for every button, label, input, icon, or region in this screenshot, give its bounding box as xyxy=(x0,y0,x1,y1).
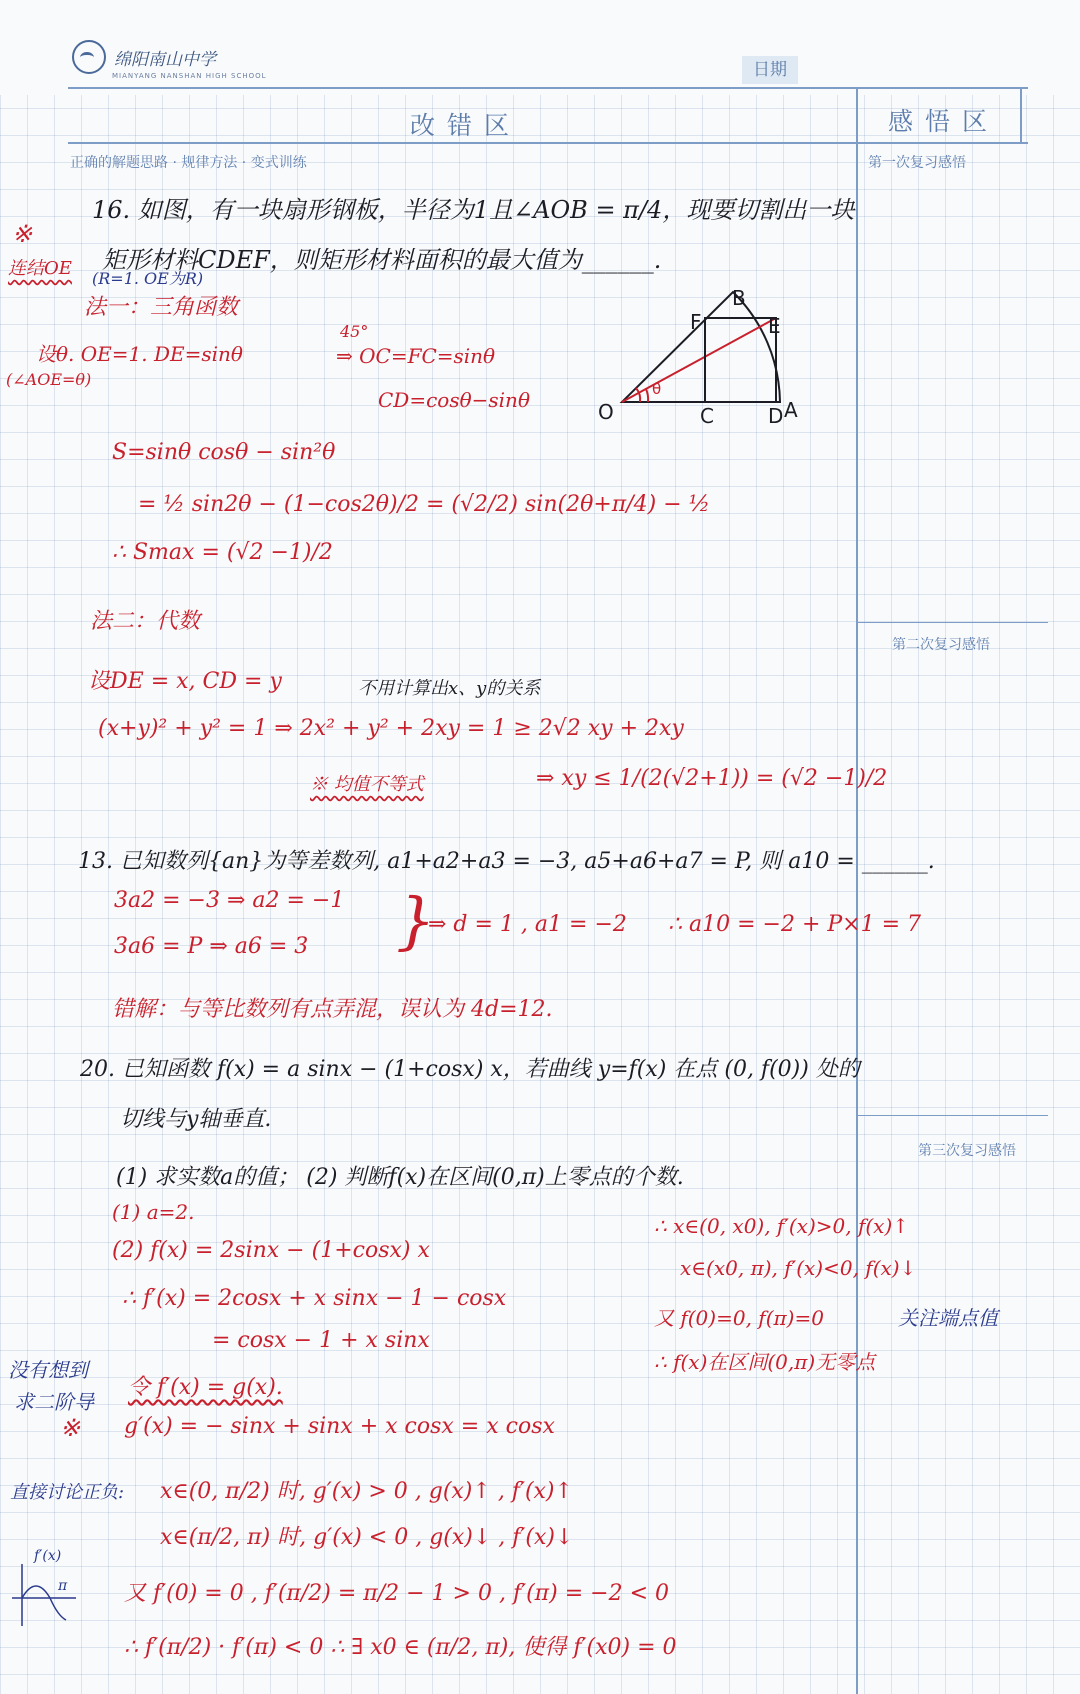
p20-a2: (2) f(x) = 2sinx − (1+cosx) x xyxy=(112,1238,430,1263)
school-name-en: MIANYANG NANSHAN HIGH SCHOOL xyxy=(112,72,267,80)
p16-eq1: (x+y)² + y² = 1 ⇒ 2x² + y² + 2xy = 1 ≥ 2√2 xy + 2xy xyxy=(98,716,684,741)
p20-g: g′(x) = − sinx + sinx + x cosx = x cosx xyxy=(124,1414,555,1439)
p13-ans: ∴ a10 = −2 + P×1 = 7 xyxy=(668,912,922,937)
p16-smax: ∴ Smax = (√2 −1)/2 xyxy=(112,540,333,565)
p16-stem-line1: 16. 如图，有一块扇形钢板，半径为1且∠AOB = π/4，现要切割出一块 xyxy=(92,196,855,224)
p20-note-second: 没有想到 xyxy=(8,1358,88,1382)
p13-stem: 13. 已知数列{an}为等差数列, a1+a2+a3 = −3, a5+a6+a7 = P, 则 a10 = ______. xyxy=(78,849,935,874)
fprime-sketch xyxy=(10,1560,80,1630)
p20-c1: x∈(0, π/2) 时, g′(x) > 0 , g(x)↑ , f′(x)↑ xyxy=(160,1479,573,1504)
header-rule xyxy=(68,87,1028,89)
p20-r2: x∈(x0, π), f′(x)<0, f(x)↓ xyxy=(680,1256,917,1280)
p20-stem1: 20. 已知函数 f(x) = a sinx − (1+cosx) x，若曲线 y=f(x) 在点 (0, f(0)) 处的 xyxy=(80,1057,860,1082)
school-name: 绵阳南山中学 xyxy=(114,49,216,70)
p16-cd: CD=cosθ−sinθ xyxy=(378,388,530,412)
correction-area-title: 改错区 xyxy=(410,111,522,140)
reflection-area-title: 感悟区 xyxy=(888,107,1000,136)
figure-label-theta: θ xyxy=(652,380,662,398)
p16-stem-line2: 矩形材料CDEF，则矩形材料面积的最大值为______. xyxy=(102,246,662,274)
p16-mean-ineq: ※ 均值不等式 xyxy=(310,774,424,795)
p20-d2: = cosx − 1 + x sinx xyxy=(212,1328,430,1353)
p20-c4: ∴ f′(π/2) · f′(π) < 0 ∴ ∃ x0 ∈ (π/2, π), 使得 f′(x0) = 0 xyxy=(124,1635,677,1660)
p13-wrong: 错解：与等比数列有点弄混，误认为 4d=12. xyxy=(112,997,553,1022)
sketch-pi: π xyxy=(58,1578,68,1594)
p20-r4: ∴ f(x)在区间(0,π)无零点 xyxy=(654,1350,876,1374)
figure-label-d: D xyxy=(768,404,784,428)
correction-area-subtitle: 正确的解题思路 · 规律方法 · 变式训练 xyxy=(70,155,307,171)
date-label: 日期 xyxy=(742,56,798,84)
p16-s1: S=sinθ cosθ − sin²θ xyxy=(112,440,336,465)
sketch-label: f′(x) xyxy=(34,1548,62,1564)
p13-l2: 3a6 = P ⇒ a6 = 3 xyxy=(114,934,309,959)
rectangle-cdef xyxy=(705,318,776,402)
p20-r3: 又 f(0)=0, f(π)=0 xyxy=(654,1306,824,1330)
school-logo xyxy=(72,40,216,74)
sector-arc xyxy=(622,292,780,402)
p13-l1: 3a2 = −3 ⇒ a2 = −1 xyxy=(114,888,345,913)
figure-label-o: O xyxy=(598,400,614,424)
p16-no-calc: 不用计算出x、y的关系 xyxy=(358,678,541,699)
p16-note-connect: 连结OE xyxy=(8,258,72,279)
p20-c2: x∈(π/2, π) 时, g′(x) < 0 , g(x)↓ , f′(x)↓ xyxy=(160,1525,574,1550)
p20-stem2: 切线与y轴垂直. xyxy=(120,1107,272,1132)
angle-theta-arc xyxy=(646,389,648,402)
p13-brace: } xyxy=(396,884,436,957)
p20-stem3: (1) 求实数a的值； (2) 判断f(x)在区间(0,π)上零点的个数. xyxy=(116,1165,684,1190)
figure-label-f: F xyxy=(690,310,702,334)
p20-note-mark: ※ xyxy=(60,1414,81,1442)
column-divider xyxy=(856,89,858,1694)
p16-set-de: 设DE = x, CD = y xyxy=(88,669,282,694)
p16-method2: 法二：代数 xyxy=(90,609,201,634)
p16-deg45: 45° xyxy=(340,322,369,341)
p16-note-mark: ※ xyxy=(12,220,33,248)
second-review-label: 第二次复习感悟 xyxy=(892,637,990,653)
p16-set-theta: 设θ. OE=1. DE=sinθ xyxy=(36,342,243,366)
third-review-label: 第三次复习感悟 xyxy=(918,1143,1016,1159)
p20-c3: 又 f′(0) = 0 , f′(π/2) = π/2 − 1 > 0 , f′(π) = −2 < 0 xyxy=(124,1581,669,1606)
p16-note-radius: (R=1. OE为R) xyxy=(92,269,204,288)
school-emblem-icon xyxy=(72,40,106,74)
p20-r3-note: 关注端点值 xyxy=(898,1306,998,1330)
figure-label-b: B xyxy=(732,286,746,310)
p16-oc: ⇒ OC=FC=sinθ xyxy=(336,344,496,368)
p13-res: ⇒ d = 1 , a1 = −2 xyxy=(428,912,627,937)
figure-label-e: E xyxy=(768,314,781,338)
p20-let: 令 f′(x) = g(x). xyxy=(128,1375,283,1400)
column-divider-top xyxy=(1020,89,1022,144)
p16-method1: 法一：三角函数 xyxy=(84,295,239,320)
p20-note-direct: 直接讨论正负: xyxy=(10,1482,125,1503)
p20-a1: (1) a=2. xyxy=(112,1200,195,1224)
figure-label-c: C xyxy=(700,404,714,428)
p20-d1: ∴ f′(x) = 2cosx + x sinx − 1 − cosx xyxy=(122,1286,507,1311)
p16-eq2: ⇒ xy ≤ 1/(2(√2+1)) = (√2 −1)/2 xyxy=(536,766,888,791)
review-divider-1 xyxy=(858,622,1048,623)
review-divider-2 xyxy=(858,1115,1048,1116)
p16-angle-note: (∠AOE=θ) xyxy=(6,370,92,389)
figure-label-a: A xyxy=(784,398,798,422)
title-rule xyxy=(68,142,1028,144)
first-review-label: 第一次复习感悟 xyxy=(868,155,966,171)
p16-s2: = ½ sin2θ − (1−cos2θ)/2 = (√2/2) sin(2θ+π/4) − ½ xyxy=(138,492,710,517)
p20-r1: ∴ x∈(0, x0), f′(x)>0, f(x)↑ xyxy=(654,1214,909,1238)
p20-note-second2: 求二阶导 xyxy=(14,1390,94,1414)
